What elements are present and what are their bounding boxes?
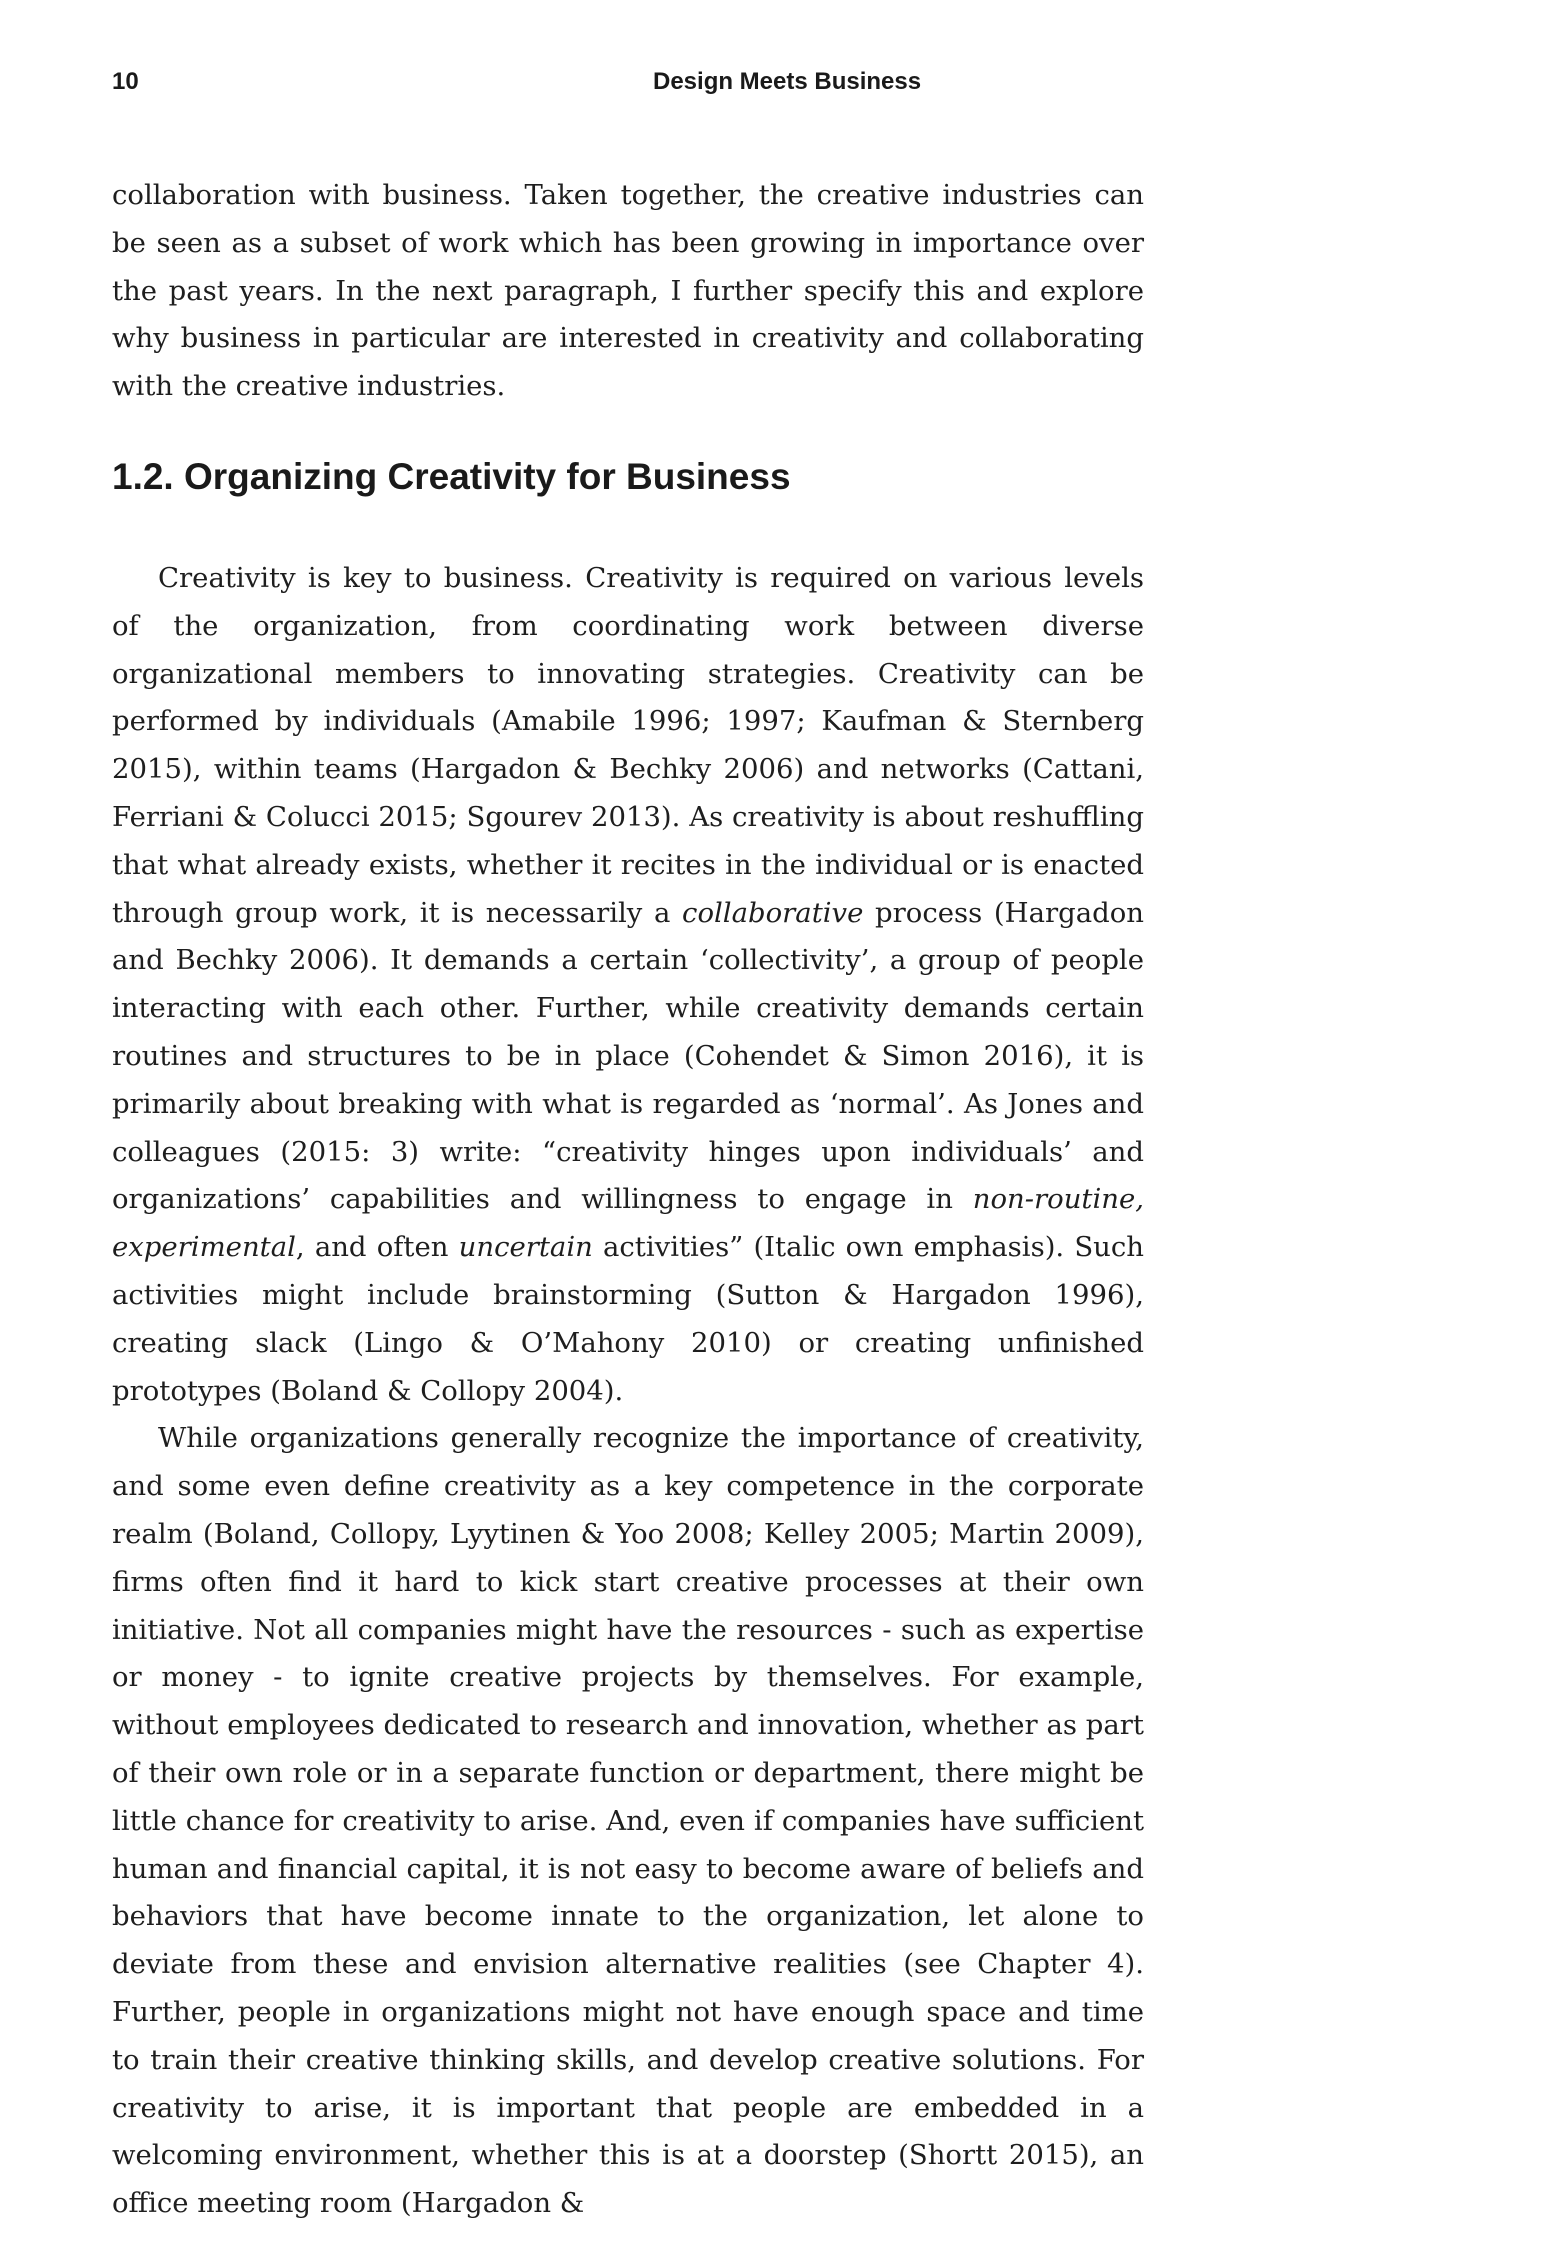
emphasis-text: non-routine, experimental: [112, 1183, 1144, 1264]
section-body: [112, 555, 1144, 2228]
paragraph-text: activities” (Italic own emphasis). Such activities might include brainstorming (Sutton & Hargadon 1996), creating slack (Lingo & O’Mahony 2010) or creating unfinished prototypes (Boland & Collopy 2004).: [112, 1231, 1144, 1407]
running-title: Design Meets Business: [653, 68, 922, 95]
section-paragraph-2: While organizations generally recognize the importance of creativity, and some even define creativity as a key competence in the corporate realm (Boland, Collopy, Lyytinen & Yoo 2008; Kelley 2005; Martin 2009), firms often find it hard to kick start creative processes at their own initiative. Not all companies might have the resources - such as expertise or money - to ignite creative projects by themselves. For example, without employees dedicated to research and innovation, whether as part of their own role or in a separate function or department, there might be little chance for creativity to arise. And, even if companies have sufficient human and financial capital, it is not easy to become aware of beliefs and behaviors that have become innate to the organization, let alone to deviate from these and envision alternative realities (see Chapter 4). Further, people in organizations might not have enough space and time to train their creative thinking skills, and develop creative solutions. For creativity to arise, it is important that people are embedded in a welcoming environment, whether this is at a doorstep (Shortt 2015), an office meeting room (Hargadon &: [112, 1422, 1144, 2220]
paragraph-text: , and often: [295, 1231, 459, 1264]
paragraph-text: process (Hargadon and Bechky 2006). It demands a certain ‘collectivity’, a group of people interacting with each other. Further, while creativity demands certain routines and structures to be in place (Cohendet & Simon 2016), it is primarily about breaking with what is regarded as ‘normal’. As Jones and colleagues (2015: 3) write: “creativity hinges upon individuals’ and organizations’ capabilities and willingness to engage in: [112, 896, 1144, 1216]
intro-paragraph: collaboration with business. Taken together, the creative industries can be seen as a subset of work which has been growing in importance over the past years. In the next paragraph, I further specify this and explore why business in particular are interested in creativity and collaborating with the creative industries.: [112, 179, 1144, 403]
intro-paragraph-block: [112, 172, 1144, 411]
running-header: [112, 68, 1144, 102]
emphasis-text: uncertain: [458, 1231, 593, 1264]
section-paragraph-1: [112, 555, 1144, 1415]
page-number: 10: [112, 68, 139, 95]
paragraph-text: Creativity is key to business. Creativity is required on various levels of the organization, from coordinating work between diverse organizational members to innovating strategies. Creativity can be performed by individuals (Amabile 1996; 1997; Kaufman & Sternberg 2015), within teams (Hargadon & Bechky 2006) and networks (Cattani, Ferriani & Colucci 2015; Sgourev 2013). As creativity is about reshuffling that what already exists, whether it recites in the individual or is enacted through group work, it is necessarily a: [112, 562, 1144, 929]
section-heading: 1.2. Organizing Creativity for Business: [112, 456, 791, 497]
emphasis-text: collaborative: [682, 896, 864, 929]
